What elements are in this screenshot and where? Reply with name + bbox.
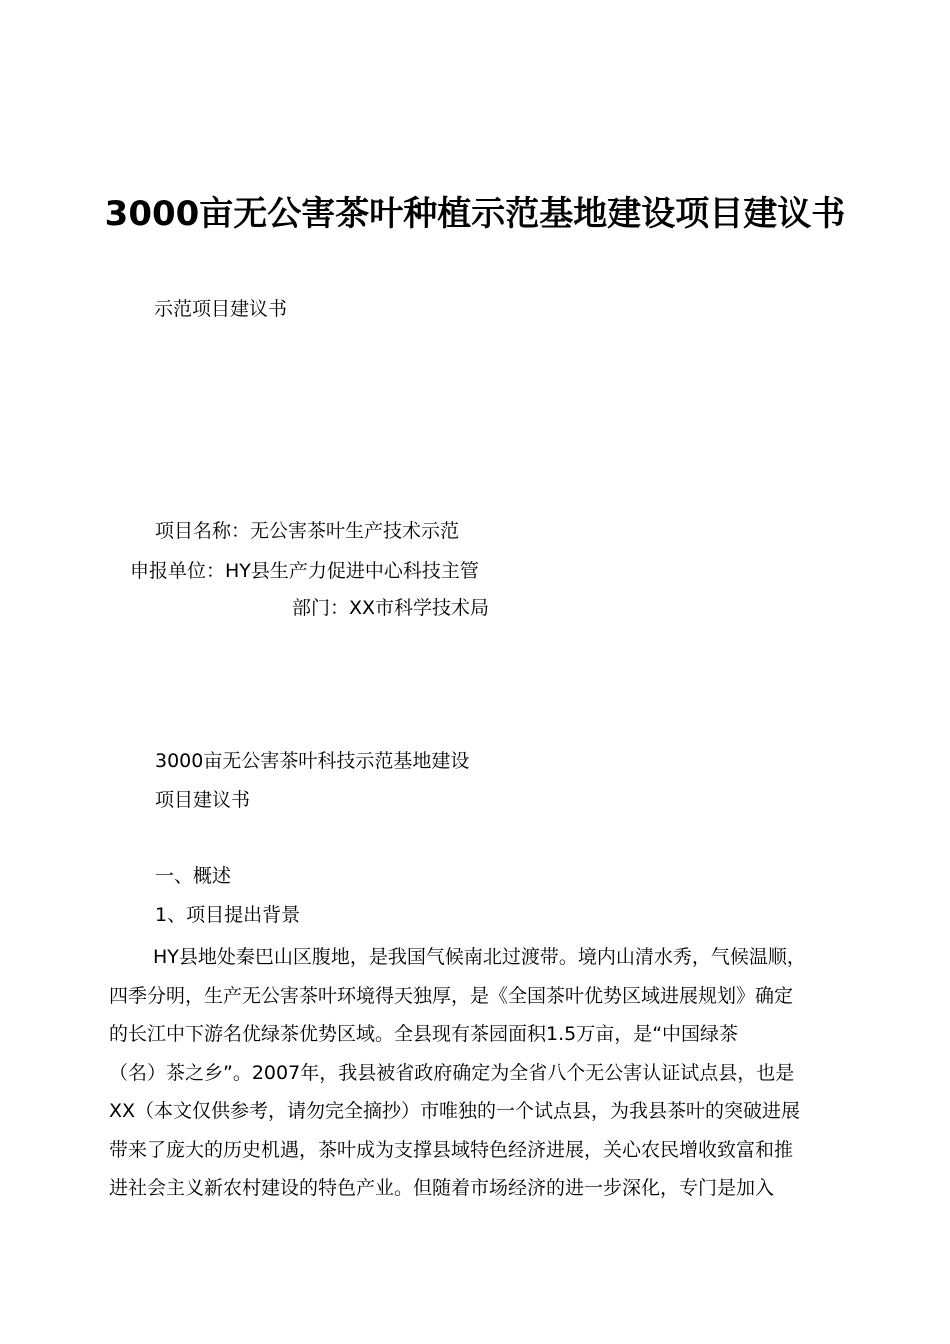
paragraph-line: 带来了庞大的历史机遇，茶叶成为支撑县域特色经济进展，关心农民增收致富和推 [109,1138,794,1161]
background-paragraph [109,938,845,1208]
paragraph-line: 的长江中下游名优绿茶优势区域。全县现有茶园面积1.5万亩，是“中国绿茶 [109,1023,739,1045]
inner-title-line-2: 项目建议书 [155,789,251,811]
paragraph-line: （名）茶之乡”。2007年，我县被省政府确定为全省八个无公害认证试点县，也是 [109,1061,795,1084]
paragraph-line: 进社会主义新农村建设的特色产业。但随着市场经济的进一步深化，专门是加入 [109,1177,775,1199]
subsection-heading-background: 1、项目提出背景 [155,904,301,926]
applicant-unit: 申报单位：HY县生产力促进中心科技主管 [130,560,479,582]
project-name: 项目名称：无公害茶叶生产技术示范 [155,520,460,542]
paragraph-line: HY县地处秦巴山区腹地，是我国气候南北过渡带。境内山清水秀，气候温顺， [153,946,806,968]
department: 部门：XX市科学技术局 [292,597,490,619]
paragraph-line: XX（本文仅供参考，请勿完全摘抄）市唯独的一个试点县，为我县茶叶的突破进展 [109,1100,801,1122]
document-subtitle: 示范项目建议书 [154,298,288,320]
paragraph-line: 四季分明，生产无公害茶叶环境得天独厚，是《全国茶叶优势区域进展规划》确定 [109,984,794,1007]
document-title: 3000亩无公害茶叶种植示范基地建设项目建议书 [104,194,846,234]
inner-title-line-1: 3000亩无公害茶叶科技示范基地建设 [155,750,470,772]
section-heading-overview: 一、概述 [155,865,232,887]
